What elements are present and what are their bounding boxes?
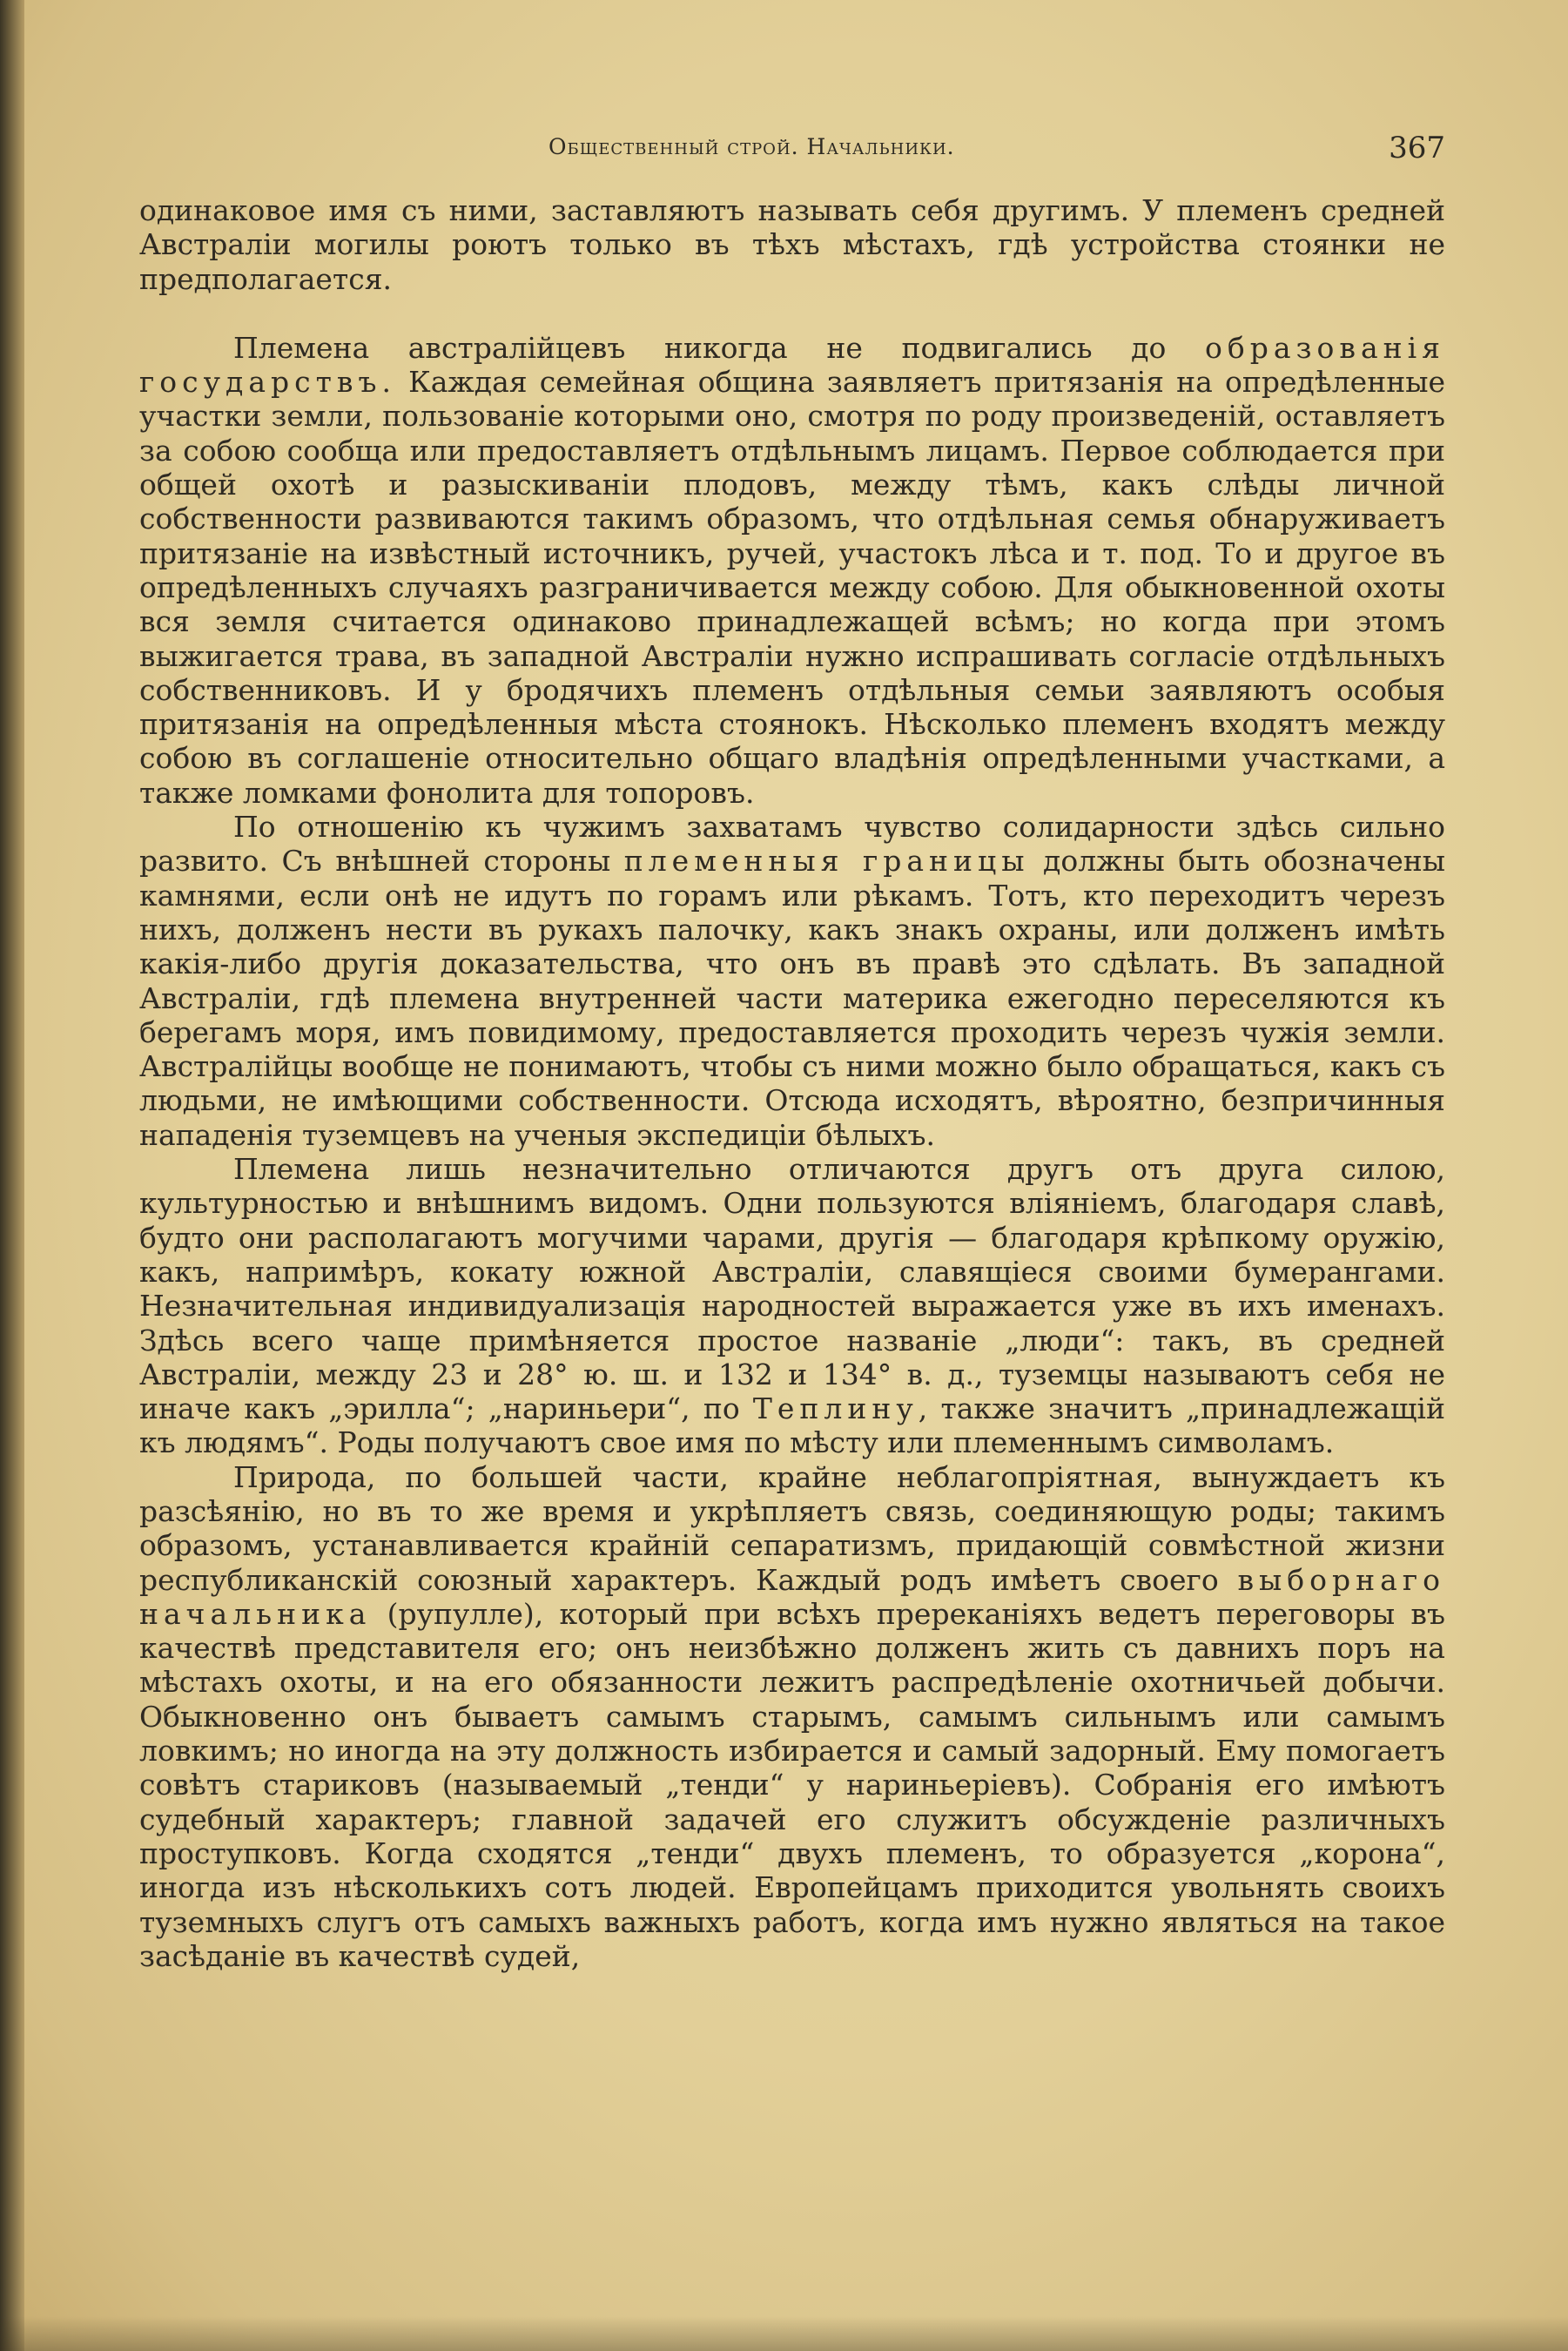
paragraph-3 [139, 810, 1445, 1152]
page-number: 367 [1389, 131, 1445, 165]
paragraph-2-text-c: Каждая семейная община заявляетъ притязанія на опредѣленные участки земли, пользованіе которыми оно, смотря по роду произведеній, оставляетъ за собою сообща или предоставляетъ отдѣльнымъ лицамъ. Первое соблюдается при общей охотѣ и разыскиваніи плодовъ, между тѣмъ, какъ слѣды личной собственности развиваются такимъ образомъ, что отдѣльная семья обнаруживаетъ притязаніе на извѣстный источникъ, ручей, участокъ лѣса и т. под. То и другое въ опредѣленныхъ случаяхъ разграничивается между собою. Для обыкновенной охоты вся земля считается одинаково принадлежащей всѣмъ; но когда при этомъ выжигается трава, въ западной Австраліи нужно испрашивать согласіе отдѣльныхъ собственниковъ. И у бродячихъ племенъ отдѣльныя семьи заявляютъ особыя притязанія на опредѣленныя мѣста стоянокъ. Нѣсколько племенъ входятъ между собою въ соглашеніе относительно общаго владѣнія опредѣленными участками, а также ломками фонолита для топоровъ. [139, 365, 1445, 810]
running-head [139, 131, 1445, 165]
paragraph-5-text-c: (рупулле), который при всѣхъ пререканіяхъ ведетъ переговоры въ качествѣ представителя его; онъ неизбѣжно долженъ жить съ давнихъ поръ на мѣстахъ охоты, и на его обязанности лежитъ распредѣленіе охотничьей добычи. Обыкновенно онъ бываетъ самымъ старымъ, самымъ сильнымъ или самымъ ловкимъ; но иногда на эту должность избирается и самый задорный. Ему помогаетъ совѣтъ стариковъ (называемый „тенди“ у нариньеріевъ). Собранія его имѣютъ судебный характеръ; главной задачей его служитъ обсужденіе различныхъ проступковъ. Когда сходятся „тенди“ двухъ племенъ, то образуется „корона“, иногда изъ нѣсколькихъ сотъ людей. Европейцамъ приходится увольнять своихъ туземныхъ слугъ отъ самыхъ важныхъ работъ, когда имъ нужно являться на такое засѣданіе въ качествѣ судей, [139, 1596, 1445, 1973]
page-bottom-shadow [0, 2316, 1568, 2351]
paragraph-3-text-a: По отношенію къ чужимъ захватамъ чувство солидарности здѣсь сильно развито. Съ внѣшней стороны [139, 810, 1445, 879]
book-binding-edge [0, 0, 24, 2351]
paragraph-4-text-a: Племена лишь незначительно отличаются другъ отъ друга силою, культурностью и внѣшнимъ видомъ. Одни пользуются вліяніемъ, благодаря славѣ, будто они располагаютъ могучими чарами, другія — благодаря крѣпкому оружію, какъ, напримѣръ, кокату южной Австраліи, славящіеся своими бумерангами. Незначительная индивидуализація народностей выражается уже въ ихъ именахъ. Здѣсь всего чаще примѣняется простое названіе „люди“: такъ, въ средней Австраліи, между 23 и 28° ю. ш. и 132 и 134° в. д., туземцы называютъ себя не иначе какъ „эрилла“; „нариньери“, по [139, 1152, 1445, 1426]
paragraph-2-text-a: Племена австралійцевъ никогда не подвигались до [233, 330, 1205, 365]
paragraph-4-text-c: , также значитъ „принадлежащій къ людямъ“. Роды получаютъ свое имя по мѣсту или племеннымъ символамъ. [139, 1391, 1445, 1460]
emphasis-tribal-borders: племенныя границы [623, 844, 1030, 879]
paragraph-1: одинаковое имя съ ними, заставляютъ называть себя другимъ. У племенъ средней Австраліи могилы роютъ только въ тѣхъ мѣстахъ, гдѣ устройства стоянки не предполагается. [139, 193, 1445, 296]
emphasis-elected-chief: выборнаго начальника [139, 1562, 1445, 1631]
running-title: Общественный строй. Начальники. [548, 134, 955, 159]
body-text [139, 193, 1445, 1973]
paragraph-5 [139, 1460, 1445, 1973]
paragraph-2 [139, 331, 1445, 810]
paragraph-4 [139, 1152, 1445, 1460]
paragraph-5-text-a: Природа, по большей части, крайне неблагопріятная, вынуждаетъ къ разсѣянію, но въ то же время и укрѣпляетъ связь, соединяющую роды; такимъ образомъ, устанавливается крайній сепаратизмъ, придающій совмѣстной жизни республиканскій союзный характеръ. Каждый родъ имѣетъ своего [139, 1459, 1445, 1597]
paragraph-3-text-c: должны быть обозначены камнями, если онѣ не идутъ по горамъ или рѣкамъ. Тотъ, кто переходитъ черезъ нихъ, долженъ нести въ рукахъ палочку, какъ знакъ охраны, или долженъ имѣть какія-либо другія доказательства, что онъ въ правѣ это сдѣлать. Въ западной Австраліи, гдѣ племена внутренней части материка ежегодно переселяются къ берегамъ моря, имъ повидимому, предоставляется проходить черезъ чужія земли. Австралійцы вообще не понимаютъ, чтобы съ ними можно было обращаться, какъ съ людьми, не имѣющими собственности. Отсюда исходятъ, вѣроятно, безпричинныя нападенія туземцевъ на ученыя экспедиціи бѣлыхъ. [139, 844, 1445, 1152]
emphasis-author-name: Теплину [752, 1391, 919, 1426]
emphasis-statehood: образованія государствъ. [139, 330, 1445, 400]
